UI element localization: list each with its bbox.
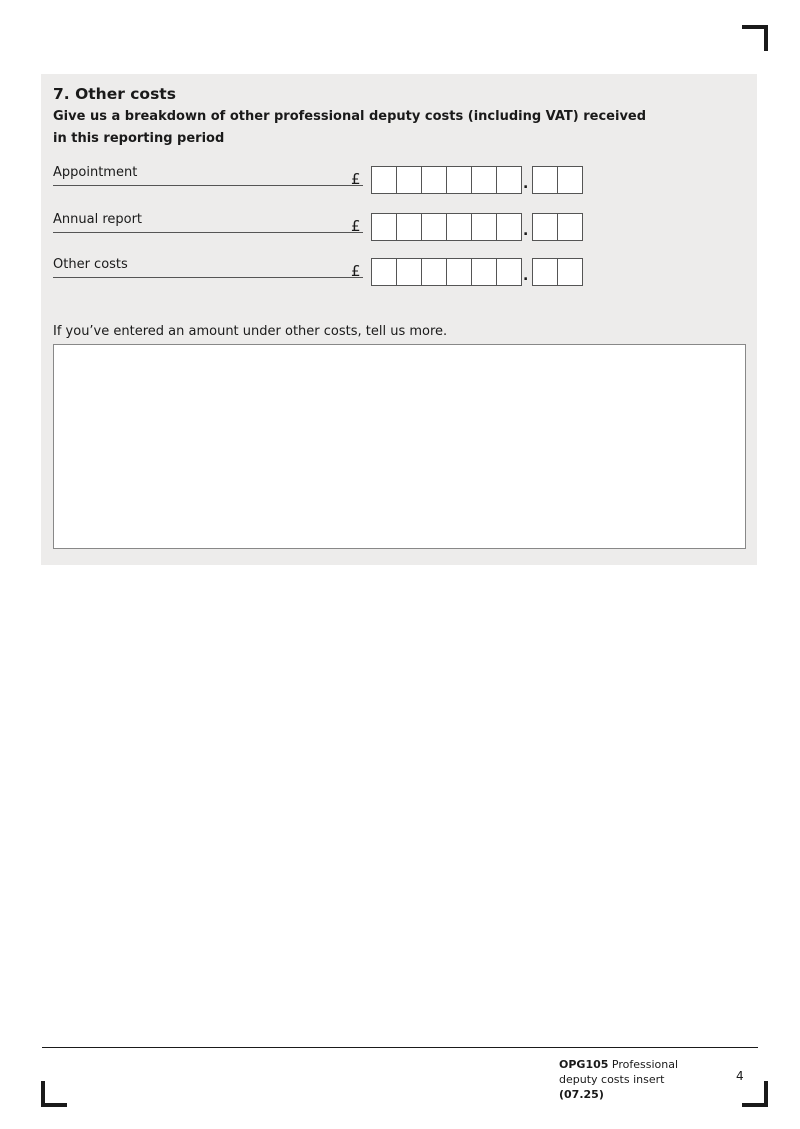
- other-costs-details-field[interactable]: [53, 344, 746, 549]
- digit-box[interactable]: [471, 166, 497, 194]
- footer-divider: [42, 1047, 758, 1048]
- digit-box[interactable]: [446, 213, 472, 241]
- digit-box[interactable]: [371, 166, 397, 194]
- digit-box[interactable]: [421, 258, 447, 286]
- pence-boxes: [532, 213, 583, 241]
- pence-boxes: [532, 258, 583, 286]
- form-name: Professional deputy costs insert: [559, 1058, 679, 1086]
- digit-box[interactable]: [471, 258, 497, 286]
- digit-box[interactable]: [396, 258, 422, 286]
- digit-box[interactable]: [371, 258, 397, 286]
- page-number: 4: [736, 1069, 744, 1083]
- pound-sign: £: [351, 170, 361, 188]
- digit-box[interactable]: [557, 258, 583, 286]
- form-version: (07.25): [559, 1088, 604, 1101]
- digit-box[interactable]: [532, 213, 558, 241]
- decimal-point: .: [523, 268, 529, 284]
- cost-label: Annual report: [53, 211, 363, 233]
- cost-row-annual-report: [53, 213, 583, 241]
- pounds-boxes: [371, 166, 522, 194]
- cost-row-appointment: [53, 166, 583, 194]
- form-reference: [559, 1057, 699, 1102]
- digit-box[interactable]: [421, 166, 447, 194]
- cost-row-other-costs: [53, 258, 583, 286]
- digit-box[interactable]: [396, 166, 422, 194]
- pound-sign: £: [351, 262, 361, 280]
- other-costs-section: [41, 74, 757, 565]
- digit-box[interactable]: [471, 213, 497, 241]
- crop-mark-bottom-left: [41, 1081, 67, 1107]
- digit-box[interactable]: [557, 166, 583, 194]
- digit-box[interactable]: [496, 166, 522, 194]
- section-subtitle: Give us a breakdown of other professional deputy costs (including VAT) received in this reporting period: [53, 109, 647, 146]
- decimal-point: .: [523, 176, 529, 192]
- other-costs-prompt: If you’ve entered an amount under other costs, tell us more.: [53, 324, 448, 339]
- digit-box[interactable]: [532, 258, 558, 286]
- digit-box[interactable]: [532, 166, 558, 194]
- digit-box[interactable]: [371, 213, 397, 241]
- pounds-boxes: [371, 258, 522, 286]
- digit-box[interactable]: [496, 258, 522, 286]
- cost-label: Appointment: [53, 164, 363, 186]
- crop-mark-bottom-right: [742, 1081, 768, 1107]
- digit-box[interactable]: [446, 258, 472, 286]
- section-title: 7. Other costs: [53, 85, 176, 103]
- pence-boxes: [532, 166, 583, 194]
- pound-sign: £: [351, 217, 361, 235]
- decimal-point: .: [523, 223, 529, 239]
- crop-mark-top-right: [742, 25, 768, 51]
- digit-box[interactable]: [421, 213, 447, 241]
- form-code: OPG105: [559, 1058, 609, 1071]
- digit-box[interactable]: [496, 213, 522, 241]
- cost-label: Other costs: [53, 256, 363, 278]
- digit-box[interactable]: [446, 166, 472, 194]
- pounds-boxes: [371, 213, 522, 241]
- digit-box[interactable]: [396, 213, 422, 241]
- digit-box[interactable]: [557, 213, 583, 241]
